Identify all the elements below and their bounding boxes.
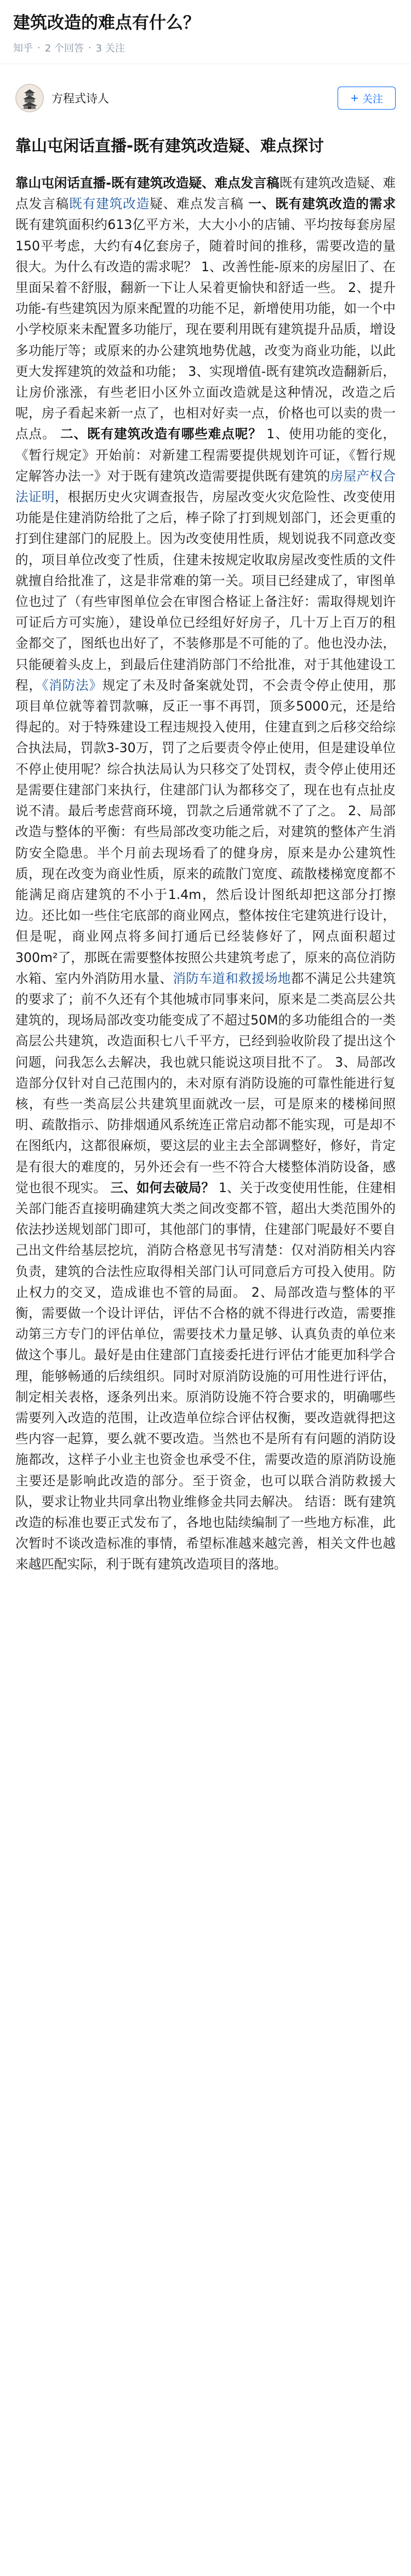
question-title[interactable]: 建筑改造的难点有什么？ bbox=[13, 13, 200, 33]
body-text: 1、关于改变使用性能，住建相关部门能否直接明确建筑大类之间改变都不管，超出大类范围外的依法抄送规划部门即可，其他部门的事情，住建部门呢最好不要自己出文件给基层挖坑，消防合格意见书写清楚：仅对消防相关内容负责，建筑的合法性应取得相关部门认可同意后方可投入使用。防止权力的交叉，造成谁也不管的局面。 2、局部改造与整体的平衡，需要做一个设计评估，评估不合格的就不得进行改造，需要推动第三方专门的评估单位，需要技术力量足够、认真负责的单位来做这个事儿。最好是由住建部门直接委托进行评估才能更加科学合理，能够畅通的后续组织。同时对原消防设施的可用性进行评估，制定相关表格，逐条列出来。原消防设施不符合要求的，明确哪些需要列入改造的范围，让改造单位综合评估权衡，要改造就得把这些内容一起算，要么就不要改造。当然也不是所有有问题的消防设施都改，这样子小业主也资金也承受不住，需要改造的原消防设施主要还是影响此改造的部分。至于资金，也可以联合消防救援大队，要求让物业共同拿出物业维修金共同去解决。 结语：既有建筑改造的标准也要正式发布了，各地也陆续编制了一些地方标准，此次暂时不谈改造标准的事情，希望标准越来越完善，相关文件也越来越匹配实际，利于既有建筑改造项目的落地。 bbox=[15, 1180, 396, 1572]
author-name[interactable]: 方程式诗人 bbox=[52, 92, 109, 105]
follow-label: 关注 bbox=[362, 93, 383, 105]
body-text: ，根据历史火灾调查报告，房屋改变火灾危险性、改变使用功能是住建消防给批了之后，棒子除了打到规划部门，还会更重的打到住建部门的屁股上。因为改变使用性质，规划说我不同意改变的，项目单位改变了性质，住建未按规定收取房屋改变性质的文件就擅自给批准了，这是非常难的第一关。项目已经建成了，审图单位也过了（有些审图单位会在审图合格证上备注好：需取得规划许可证后方可实施），建设单位已经组好好房子，几十万上百万的租金都交了，图纸也出好了，不装修那是不可能的了。他也没办法，只能硬着头皮上，到最后住建消防部门不给批准，对于其他建设工程， bbox=[15, 489, 396, 693]
body-text: 都不满足公共建筑的要求了；前不久还有个其他城市同事来问，原来是二类高层公共建筑的，现场局部改变功能变成了不超过50M的多功能组合的一类高层公共建筑，改造面积七八千平方，已经到验收阶段了提出这个问题，问我怎么去解决，我也就只能说这项目批不了。 3、局部改造部分仅针对自己范围内的，未对原有消防设施的可靠性能进行复核，有些一类高层公共建筑里面就改一层，可是原来的楼梯间照明、疏散指示、防排烟通风系统连正常启动都不能实现，可是却不在图纸内，这都很麻烦，要这层的业主去全部调整好，修好，肯定是有很大的难度的，另外还会有一些不符合大楼整体消防设备，感觉也很不现实。 bbox=[15, 970, 396, 1195]
bold-text: 三、如何去破局？ bbox=[110, 1180, 215, 1195]
answer-count[interactable]: 2 个回答 bbox=[44, 43, 84, 54]
answer-card bbox=[0, 64, 411, 1586]
bold-text: 二、既有建筑改造有哪些难点呢？ bbox=[60, 426, 262, 442]
source-label[interactable]: 知乎 bbox=[13, 43, 33, 54]
body-text: 既有建筑改造疑、难点发言稿 bbox=[15, 175, 396, 212]
question-header bbox=[0, 0, 411, 64]
body-text: 疑、难点发言稿 bbox=[150, 196, 249, 212]
author-row bbox=[15, 76, 396, 120]
body-text: 既有建筑面积约613亿平方米，大大小小的店铺、平均按每套房屋150平考虑，大约有4亿套房子，随着时间的推移，需要改造的量很大。为什么有改造的需求呢？ 1、改善性能-原来的房屋旧了、在里面呆着不舒服，翻新一下让人呆着更愉快和舒适一些。 2、提升功能-有些建筑因为原来配置的功能不足，新增使用功能，如一个中小学校原来未配置多功能厅，现在要利用既有建筑提升品质，增设多功能厅等；或原来的办公建筑地势优越，改变为商业功能，以此更大发挥建筑的效益和功能； 3、实现增值-既有建筑改造翻新后，让房价涨涨，有些老旧小区外立面改造就是这种情况，改造之后呢，房子看起来新一点了，也相对好卖一点，价格也可以卖的贵一点点。 bbox=[15, 217, 396, 442]
body-text: 1、使用功能的变化，《暂行规定》开始前：对新建工程需要提供规划许可证，《暂行规定解答办法一》对于既有建筑改造需要提供既有建筑的 bbox=[15, 426, 396, 484]
inline-link[interactable]: 消防车道和救援场地 bbox=[173, 970, 291, 986]
meta-separator: · bbox=[88, 42, 92, 54]
answer-body bbox=[15, 173, 396, 1575]
meta-separator: · bbox=[37, 42, 41, 54]
inline-link[interactable]: 《消防法》 bbox=[42, 677, 102, 693]
author-info[interactable] bbox=[15, 84, 109, 112]
question-meta bbox=[13, 41, 398, 55]
follower-count: 3 关注 bbox=[95, 43, 125, 54]
inline-link[interactable]: 房屋产权合法证明 bbox=[15, 468, 396, 505]
inline-link[interactable]: 既有建筑改造 bbox=[69, 196, 150, 212]
pagoda-avatar-icon[interactable] bbox=[15, 84, 44, 112]
follow-button[interactable] bbox=[338, 87, 396, 110]
plus-icon: + bbox=[350, 92, 359, 104]
bold-text: 一、既有建筑改造的需求 bbox=[248, 196, 396, 212]
answer-heading: 靠山屯闲话直播-既有建筑改造疑、难点探讨 bbox=[15, 136, 324, 155]
body-text: 规定了未及时备案就处罚，不会责令停止使用，那项目单位就等着罚款嘛，反正一事不再罚，顶多5000元，还是给得起的。对于特殊建设工程违规投入使用，住建直到之后移交给综合执法局，罚款3-30万，罚了之后要责令停止使用，但是建设单位不停止使用呢？综合执法局认为只移交了处罚权，责令停止使用还是需要住建部门来执行，住建部门认为都移交了，现在也有点扯皮说不清。最后考虑营商环境，罚款之后通常就不了了之。 2、局部改造与整体的平衡：有些局部改变功能之后，对建筑的整体产生消防安全隐患。半个月前去现场看了的健身房，原来是办公建筑性质，现在改变为商业性质，原来的疏散门宽度、疏散楼梯宽度都不能满足商店建筑的不小于1.4m，然后设计图纸却把这部分打擦边。还比如一些住宅底部的商业网点，整体按住宅建筑进行设计，但是呢，商业网点将多间打通后已经装修好了，网点面积超过300m²了，那既在需要整体按照公共建筑考虑了，原来的高位消防水箱、室内外消防用水量、 bbox=[15, 677, 396, 986]
bold-text: 靠山屯闲话直播-既有建筑改造疑、难点发言稿 bbox=[15, 175, 279, 191]
